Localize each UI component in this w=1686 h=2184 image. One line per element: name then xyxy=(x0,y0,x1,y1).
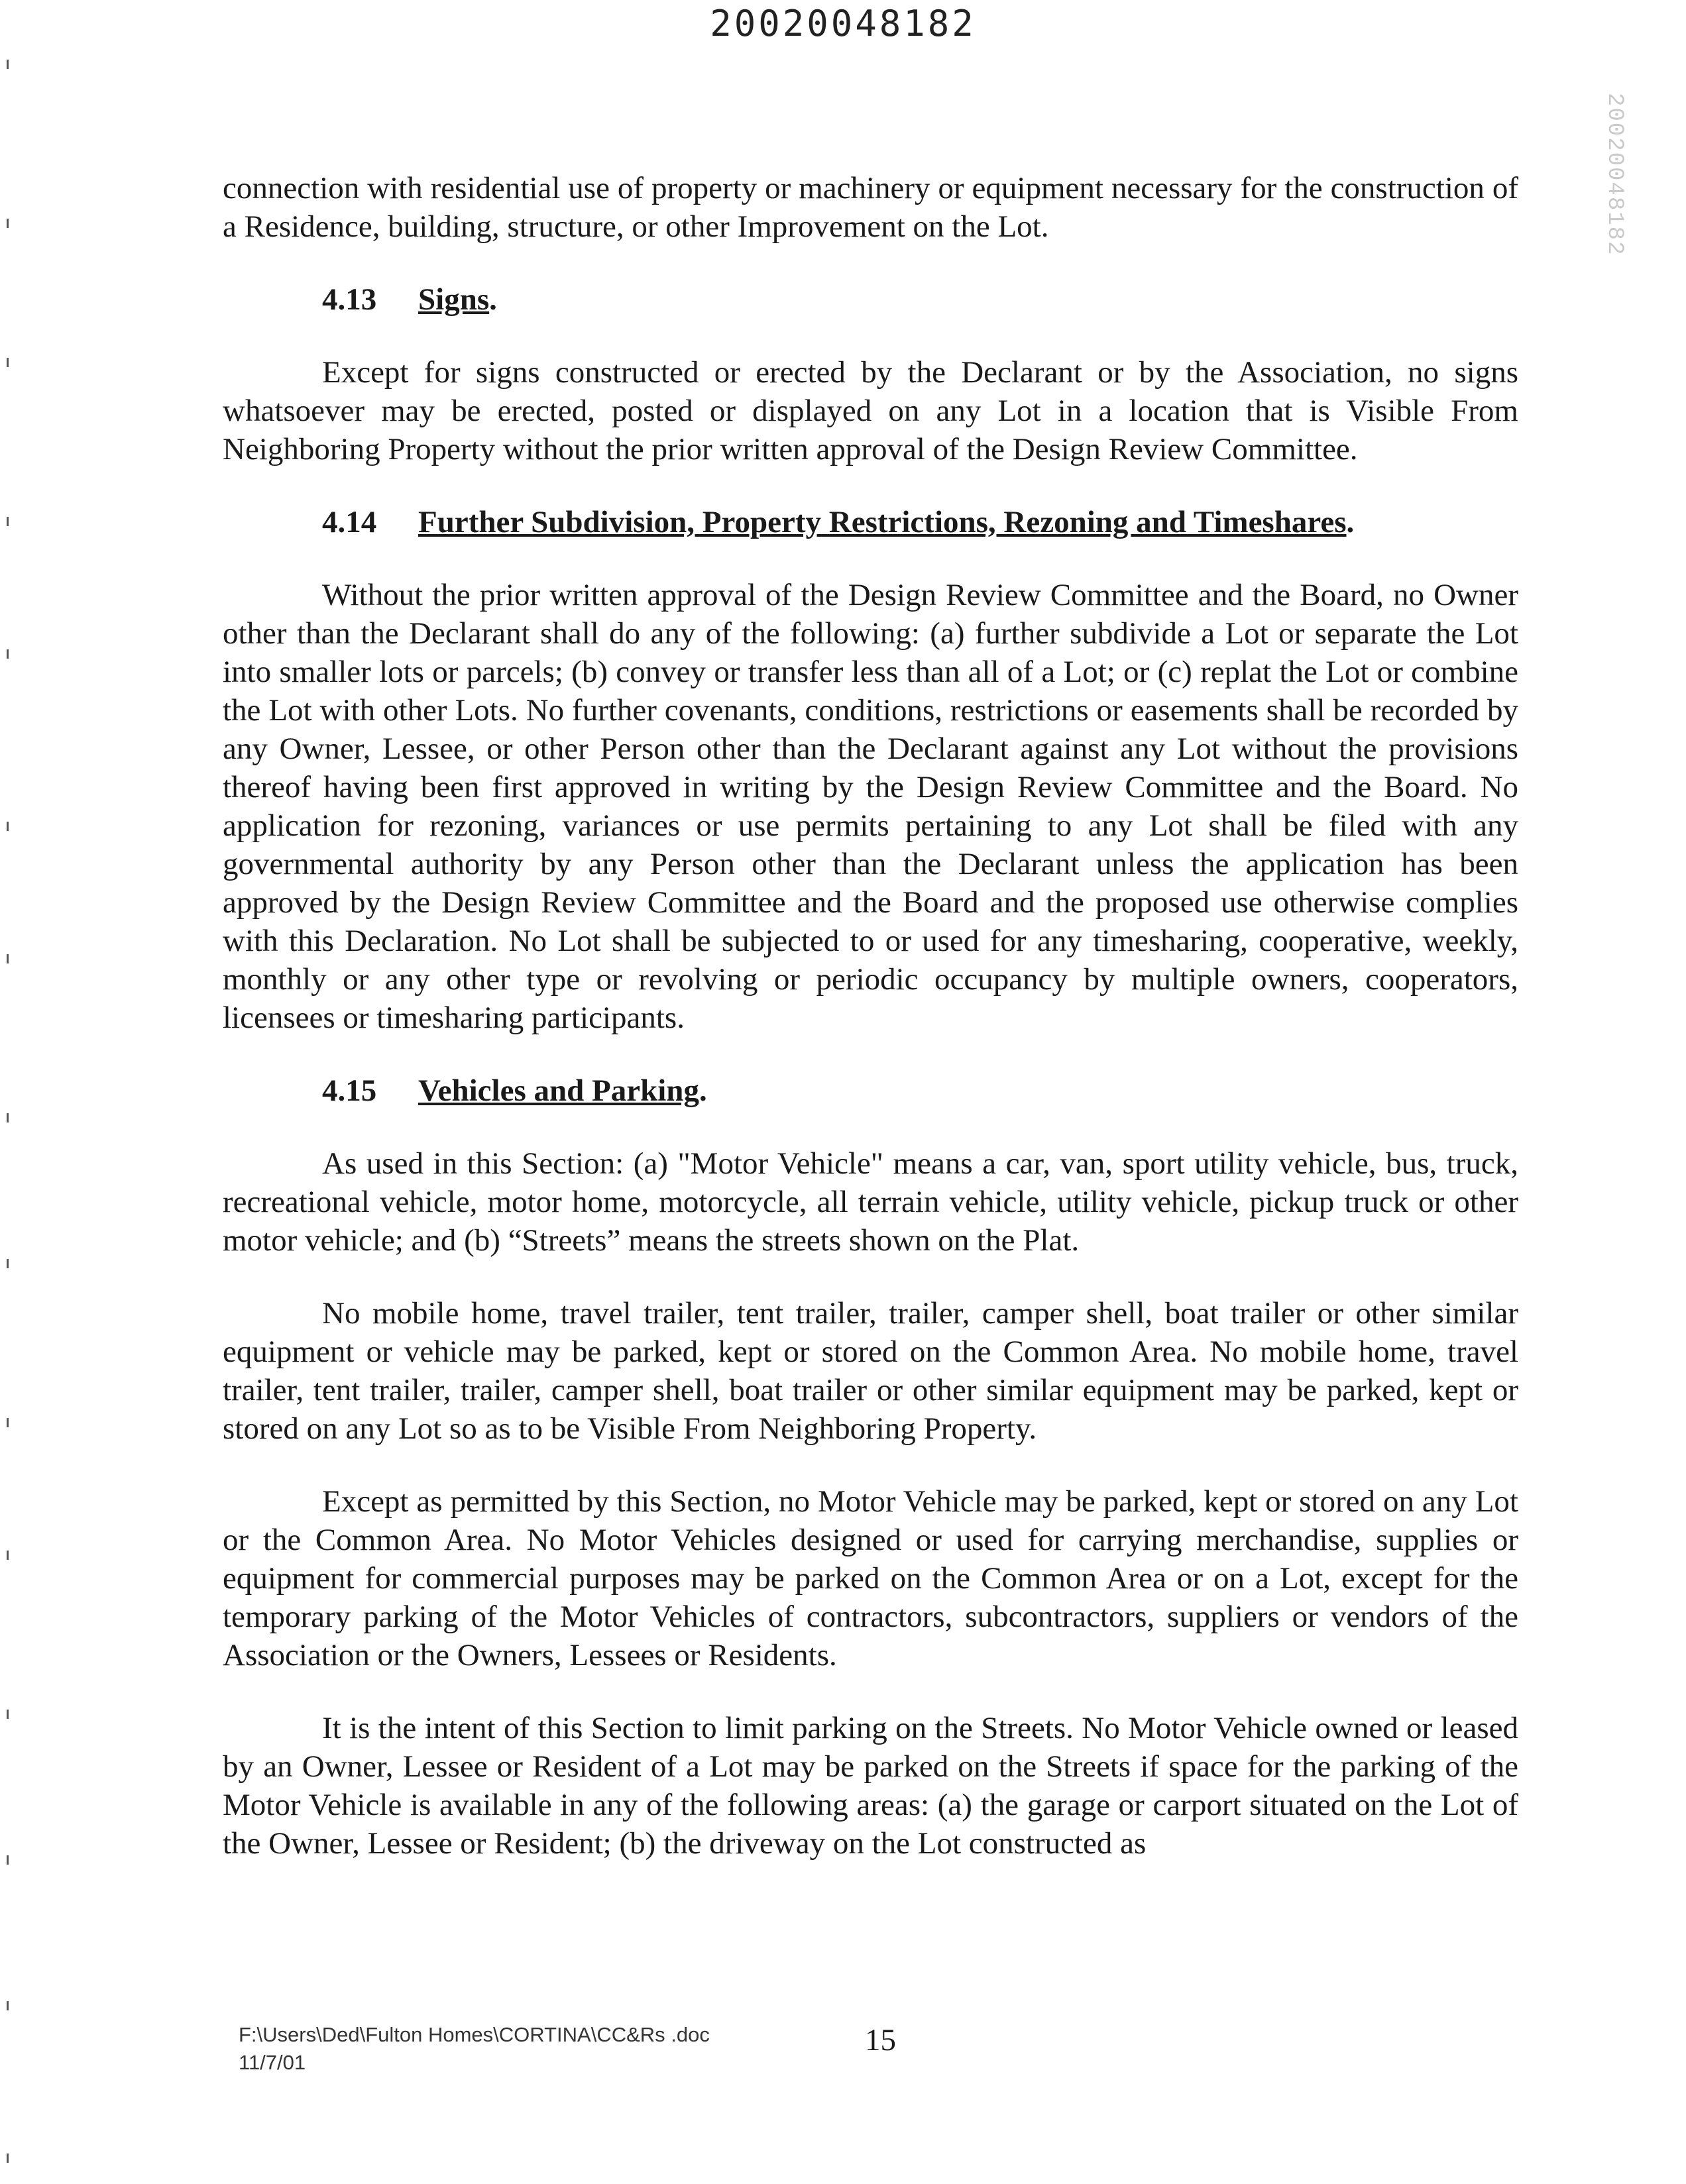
mobile-home-paragraph: No mobile home, travel trailer, tent trailer, trailer, camper shell, boat trailer or other similar equipment or vehicle may be parked, kept or stored on the Common Area. No mobile home, travel trailer, tent trailer, trailer, camper shell, boat trailer or other similar equipment may be parked, kept or stored on any Lot so as to be Visible From Neighboring Property. xyxy=(223,1296,1518,1446)
vehicle-definitions-paragraph: As used in this Section: (a) "Motor Vehicle" means a car, van, sport utility vehicle, bus, truck, recreational vehicle, motor home, motorcycle, all terrain vehicle, utility vehicle, pickup truck or other motor vehicle; and (b) “Streets” means the streets shown on the Plat. xyxy=(223,1146,1518,1258)
commercial-vehicle-paragraph: Except as permitted by this Section, no Motor Vehicle may be parked, kept or stored on any Lot or the Common Area. No Motor Vehicles designed or used for carrying merchandise, supplies or equipment for commercial purposes may be parked on the Common Area or on a Lot, except for the temporary parking of the Motor Vehicles of contractors, subcontractors, suppliers or vendors of the Association or the Owners, Lessees or Residents. xyxy=(223,1484,1518,1672)
section-title: Further Subdivision, Property Restrictions, Rezoning and Timeshares xyxy=(418,505,1347,539)
section-title-period: . xyxy=(489,282,497,317)
paragraph-continuation: connection with residential use of property or machinery or equipment necessary for the construction of a Residence, building, structure, or other Improvement on the Lot. xyxy=(223,171,1518,244)
street-parking-paragraph: It is the intent of this Section to limit parking on the Streets. No Motor Vehicle owned or leased by an Owner, Lessee or Resident of a Lot may be parked on the Streets if space for the parking of the Motor Vehicle is available in any of the following areas: (a) the garage or carport situated on the Lot of the Owner, Lessee or Resident; (b) the driveway on the Lot constructed as xyxy=(223,1711,1518,1861)
scan-margin-marks xyxy=(0,0,27,2184)
footer-file-info xyxy=(239,2021,710,2077)
footer-date: 11/7/01 xyxy=(239,2051,306,2074)
document-number: 20020048182 xyxy=(710,3,976,44)
section-number: 4.13 xyxy=(322,282,377,317)
section-title-period: . xyxy=(699,1073,707,1108)
page-number: 15 xyxy=(865,2023,896,2057)
section-4-15-heading xyxy=(322,1071,1518,1110)
section-number: 4.14 xyxy=(322,505,377,539)
subdivision-paragraph: Without the prior written approval of the Design Review Committee and the Board, no Owner other than the Declarant shall do any of the following: (a) further subdivide a Lot or separate the Lot into smaller lots or parcels; (b) convey or transfer less than all of a Lot; or (c) replat the Lot or combine the Lot with other Lots. No further covenants, conditions, restrictions or easements shall be recorded by any Owner, Lessee, or other Person other than the Declarant against any Lot without the provisions thereof having been first approved in writing by the Design Review Committee and the Board. No application for rezoning, variances or use permits pertaining to any Lot shall be filed with any governmental authority by any Person other than the Declarant unless the application has been approved by the Design Review Committee and the Board and the proposed use otherwise complies with this Declaration. No Lot shall be subjected to or used for any timesharing, cooperative, weekly, monthly or any other type or revolving or periodic occupancy by multiple owners, cooperators, licensees or timesharing participants. xyxy=(223,578,1518,1035)
document-body xyxy=(223,169,1518,1897)
recording-stamp: 20020048182 xyxy=(1602,93,1627,256)
section-4-14-heading xyxy=(322,503,1518,541)
section-title: Signs xyxy=(418,282,490,317)
signs-paragraph: Except for signs constructed or erected by the Declarant or by the Association, no signs whatsoever may be erected, posted or displayed on any Lot in a location that is Visible From Neighboring Property without the prior written approval of the Design Review Committee. xyxy=(223,355,1518,466)
section-4-13-heading xyxy=(322,280,1518,319)
footer-file-path: F:\Users\Ded\Fulton Homes\CORTINA\CC&Rs .doc xyxy=(239,2023,710,2046)
section-title-period: . xyxy=(1346,505,1355,539)
section-number: 4.15 xyxy=(322,1073,377,1108)
section-title: Vehicles and Parking xyxy=(418,1073,699,1108)
